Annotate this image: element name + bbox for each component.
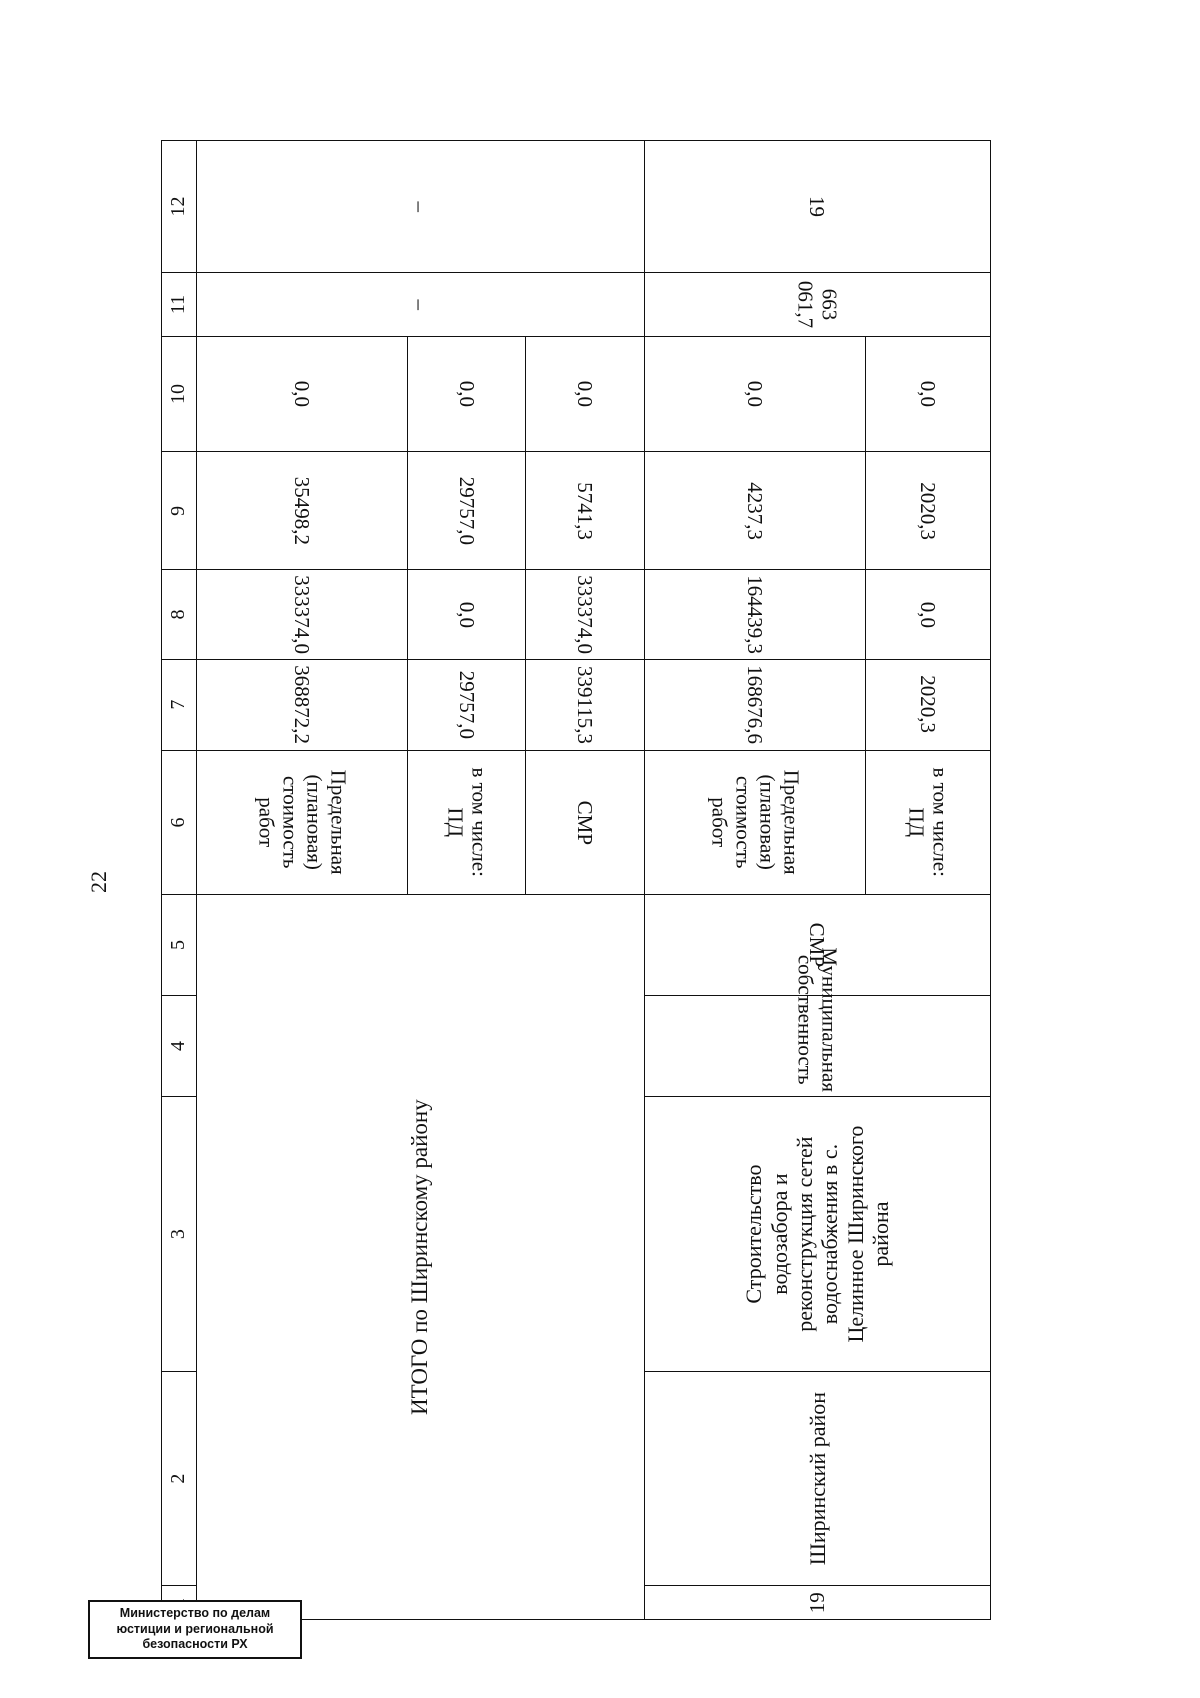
col-num-2: 2	[162, 1371, 197, 1586]
entry-c11-cell	[644, 273, 990, 337]
totals-smr-c10-cell	[526, 336, 644, 451]
totals-c8-cell	[196, 570, 407, 659]
totals-c7: 368872,2	[290, 665, 315, 744]
col-num-10: 10	[162, 336, 197, 451]
entry-c7: 168676,6	[743, 665, 768, 744]
totals-smr-type-cell	[526, 750, 644, 895]
col-num-7: 7	[162, 659, 197, 750]
stamp-line-2: юстиции и региональной	[116, 1621, 274, 1636]
stamp-line-1: Министерство по делам	[119, 1606, 271, 1620]
totals-pd-c7-cell	[408, 659, 526, 750]
entry-pd-type: в том числе: ПД	[904, 767, 953, 878]
totals-pd-c8-cell	[408, 570, 526, 659]
entry-c8-cell	[644, 570, 866, 659]
entry-work-type: СМР	[805, 922, 830, 968]
entry-c12: 19	[805, 196, 830, 218]
entry-c11: 663 061,7	[793, 280, 842, 329]
totals-smr-c8: 333374,0	[573, 575, 598, 654]
page-number: 22	[86, 871, 111, 893]
totals-smr-c7-cell	[526, 659, 644, 750]
totals-c9: 35498,2	[290, 476, 315, 545]
entry-c10-cell	[644, 336, 866, 451]
totals-pd-c7: 29757,0	[454, 670, 479, 739]
totals-c12: –	[408, 201, 433, 212]
entry-c7-cell	[644, 659, 866, 750]
col-num-5: 5	[162, 895, 197, 996]
entry-pd-c9: 2020,3	[916, 481, 941, 540]
entry-pd-c7: 2020,3	[916, 675, 941, 734]
entry-c9: 4237,3	[743, 481, 768, 540]
totals-pd-c10-cell	[408, 336, 526, 451]
col-num-8: 8	[162, 570, 197, 659]
totals-pd-c8: 0,0	[454, 601, 479, 628]
totals-c10-cell	[196, 336, 407, 451]
totals-type: Предельная (плановая) стоимость работ	[253, 769, 351, 875]
totals-c12-cell	[196, 141, 644, 273]
totals-row	[196, 141, 407, 1620]
totals-pd-c9: 29757,0	[454, 476, 479, 545]
column-number-row	[162, 141, 197, 1620]
col-num-6: 6	[162, 750, 197, 895]
totals-pd-c10: 0,0	[454, 380, 479, 408]
totals-c11-cell	[196, 273, 644, 337]
totals-c10: 0,0	[290, 380, 315, 408]
totals-c11: –	[408, 299, 433, 310]
col-num-9: 9	[162, 452, 197, 570]
totals-smr-c9-cell	[526, 452, 644, 570]
entry-pd-c8: 0,0	[916, 601, 941, 628]
entry-c10: 0,0	[743, 380, 768, 408]
entry-district: Ширинский район	[644, 1371, 990, 1586]
totals-c8: 333374,0	[290, 575, 315, 654]
entry-pd-c9-cell	[866, 452, 991, 570]
col-num-11: 11	[162, 273, 197, 337]
entry-type: Предельная (плановая) стоимость работ	[706, 769, 804, 875]
totals-c7-cell	[196, 659, 407, 750]
totals-smr-c9: 5741,3	[573, 481, 598, 540]
totals-smr-c7: 339115,3	[573, 665, 598, 744]
col-num-3: 3	[162, 1097, 197, 1371]
col-num-4: 4	[162, 995, 197, 1097]
entry-pd-c10-cell	[866, 336, 991, 451]
entry-object: Строительство водозабора и реконструкция сетей водоснабжения в с. Целинное Ширинского района	[644, 1097, 990, 1371]
ministry-stamp	[88, 1600, 302, 1659]
totals-c9-cell	[196, 452, 407, 570]
totals-type-cell	[196, 750, 407, 895]
col-num-12: 12	[162, 141, 197, 273]
entry-num: 19	[644, 1586, 990, 1620]
totals-smr-c8-cell	[526, 570, 644, 659]
entry-pd-type-cell	[866, 750, 991, 895]
totals-label: ИТОГО по Ширинскому району	[196, 895, 644, 1620]
table-canvas	[161, 140, 991, 1620]
totals-smr-type: СМР	[573, 800, 598, 845]
totals-pd-type: в том числе: ПД	[442, 767, 491, 878]
entry-type-cell	[644, 750, 866, 895]
entry-pd-c7-cell	[866, 659, 991, 750]
totals-pd-type-cell	[408, 750, 526, 895]
totals-smr-c10: 0,0	[573, 380, 598, 408]
totals-pd-c9-cell	[408, 452, 526, 570]
entry-c8: 164439,3	[743, 575, 768, 654]
entry-ownership-cell	[644, 947, 990, 1097]
investment-table	[161, 140, 991, 1620]
entry-row	[644, 141, 866, 1620]
entry-ownership: Муниципальная собственность	[793, 947, 842, 1093]
stamp-line-3: безопасности РХ	[142, 1637, 248, 1652]
entry-c9-cell	[644, 452, 866, 570]
entry-pd-c10: 0,0	[916, 380, 941, 408]
entry-c12-cell	[644, 141, 990, 273]
entry-pd-c8-cell	[866, 570, 991, 659]
